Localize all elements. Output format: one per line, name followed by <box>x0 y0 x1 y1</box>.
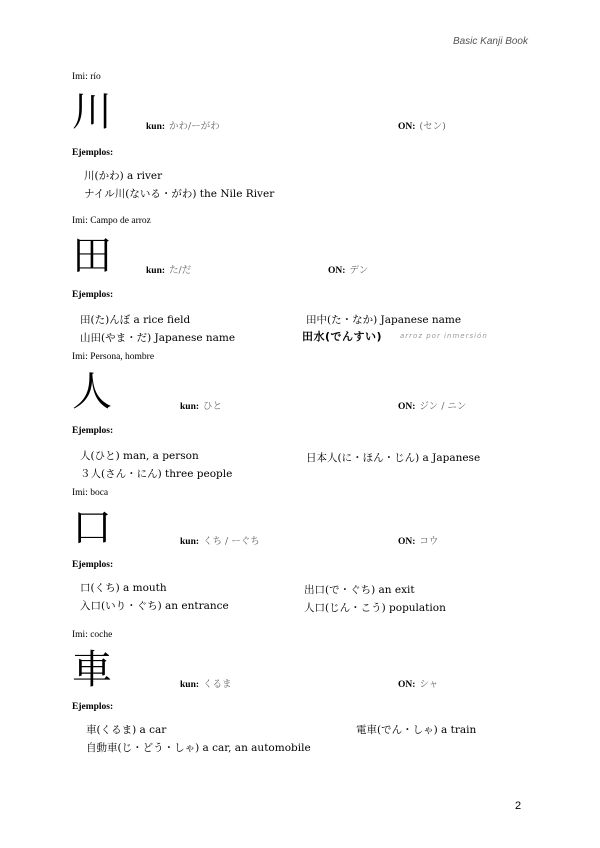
example-line: 山田(やま・だ) Japanese name <box>80 332 236 344</box>
ejemplos-heading: Ejemplos: <box>72 702 114 712</box>
ejemplos-heading: Ejemplos: <box>72 148 114 158</box>
ejemplos-heading: Ejemplos: <box>72 560 114 570</box>
on-label: ON: <box>398 122 416 132</box>
kanji-character-kuruma: 車 <box>72 647 112 693</box>
example-line: 人(ひと) man, a person <box>80 450 199 462</box>
kanji-character-kawa: 川 <box>72 89 112 135</box>
page-number: 2 <box>515 800 522 812</box>
on-value: シャ <box>419 679 439 690</box>
on-value: コウ <box>419 536 439 547</box>
kun-reading <box>180 398 222 412</box>
example-line: 電車(でん・しゃ) a train <box>356 724 477 736</box>
handwritten-note: arroz por inmersión <box>400 332 488 340</box>
kun-reading <box>146 262 191 276</box>
kun-value: くち / ーぐち <box>203 536 260 547</box>
on-reading <box>398 533 438 547</box>
on-reading <box>398 676 438 690</box>
kun-value: かわ/ーがわ <box>169 121 220 132</box>
kun-value: くるま <box>203 679 232 690</box>
example-line: 田中(た・なか) Japanese name <box>306 314 462 326</box>
imi-meaning-river: Imi: río <box>72 72 101 82</box>
example-line: ３人(さん・にん) three people <box>80 468 233 480</box>
on-label: ON: <box>328 266 346 276</box>
kanji-character-ta: 田 <box>72 233 112 279</box>
kun-reading <box>146 118 220 132</box>
on-label: ON: <box>398 680 416 690</box>
imi-meaning-person: Imi: Persona, hombre <box>72 352 155 362</box>
on-reading <box>328 262 368 276</box>
on-label: ON: <box>398 402 416 412</box>
example-line: 口(くち) a mouth <box>80 582 167 594</box>
imi-meaning-car: Imi: coche <box>72 630 113 640</box>
on-value: デン <box>349 265 369 276</box>
example-line: ナイル川(ないる・がわ) the Nile River <box>84 188 275 200</box>
example-line: 車(くるま) a car <box>86 724 167 736</box>
on-value: (セン) <box>419 121 446 132</box>
ejemplos-heading: Ejemplos: <box>72 290 114 300</box>
example-line: 人口(じん・こう) population <box>304 602 446 614</box>
example-line: 入口(いり・ぐち) an entrance <box>80 600 229 612</box>
example-line: 田(た)んぼ a rice field <box>80 314 191 326</box>
kun-label: kun: <box>146 122 166 132</box>
on-reading <box>398 398 466 412</box>
imi-meaning-mouth: Imi: boca <box>72 488 109 498</box>
kanji-character-kuchi: 口 <box>72 505 112 551</box>
running-header: Basic Kanji Book <box>452 36 528 47</box>
ejemplos-heading: Ejemplos: <box>72 426 114 436</box>
on-label: ON: <box>398 537 416 547</box>
handwritten-example: 田水(でんすい) <box>302 330 383 343</box>
kanji-character-hito: 人 <box>72 369 112 415</box>
example-line: 出口(で・ぐち) an exit <box>304 584 415 596</box>
kun-label: kun: <box>180 680 200 690</box>
on-reading <box>398 118 446 132</box>
kun-reading <box>180 676 232 690</box>
kun-reading <box>180 533 260 547</box>
imi-meaning-rice-field: Imi: Campo de arroz <box>72 216 151 226</box>
example-line: 日本人(に・ほん・じん) a Japanese <box>306 452 481 464</box>
kun-value: ひと <box>203 401 223 412</box>
kun-label: kun: <box>180 537 200 547</box>
kun-value: た/だ <box>169 265 192 276</box>
example-line: 川(かわ) a river <box>84 170 163 182</box>
example-line: 自動車(じ・どう・しゃ) a car, an automobile <box>86 742 311 754</box>
kun-label: kun: <box>146 266 166 276</box>
on-value: ジン / ニン <box>419 401 467 412</box>
kun-label: kun: <box>180 402 200 412</box>
